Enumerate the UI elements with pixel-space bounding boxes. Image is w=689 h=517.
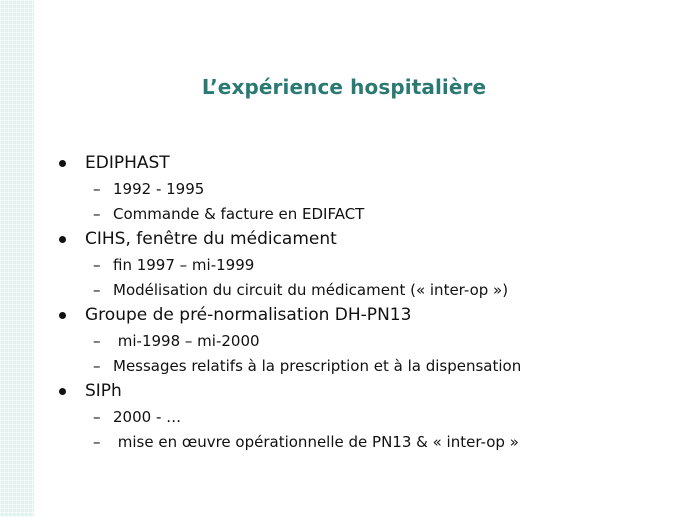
sub-item bbox=[54, 252, 674, 277]
sub-item-label: Commande & facture en EDIFACT bbox=[113, 204, 365, 223]
slide-title: L’expérience hospitalière bbox=[201, 75, 487, 99]
dash-icon: – bbox=[93, 179, 101, 198]
sub-item-label: mi-1998 – mi-2000 bbox=[113, 331, 260, 350]
bullet-label: EDIPHAST bbox=[85, 153, 170, 173]
sub-item-label: Messages relatifs à la prescription et à la dispensation bbox=[113, 356, 522, 375]
decorative-side-stripe bbox=[0, 0, 34, 517]
sub-item-label: fin 1997 – mi-1999 bbox=[113, 255, 255, 274]
sub-item bbox=[54, 404, 674, 429]
bullet-icon bbox=[59, 312, 66, 319]
sub-item bbox=[54, 277, 674, 302]
bullet-item-cihs bbox=[54, 226, 674, 302]
bullet-label: SIPh bbox=[85, 381, 122, 401]
sub-item bbox=[54, 353, 674, 378]
sub-item bbox=[54, 201, 674, 226]
sub-item-label: mise en œuvre opérationnelle de PN13 & « inter-op » bbox=[113, 432, 519, 451]
dash-icon: – bbox=[93, 280, 101, 299]
bullet-item-siph bbox=[54, 378, 674, 454]
bullet-item-ediphast bbox=[54, 150, 674, 226]
sub-item-label: 1992 - 1995 bbox=[113, 179, 205, 198]
dash-icon: – bbox=[93, 356, 101, 375]
sub-item bbox=[54, 429, 674, 454]
bullet-label: CIHS, fenêtre du médicament bbox=[85, 229, 337, 249]
sub-item-label: Modélisation du circuit du médicament (« inter-op ») bbox=[113, 280, 509, 299]
sub-item-label: 2000 - … bbox=[113, 407, 182, 426]
dash-icon: – bbox=[93, 331, 101, 350]
sub-item bbox=[54, 176, 674, 201]
bullet-list bbox=[54, 150, 674, 454]
bullet-icon bbox=[59, 388, 66, 395]
bullet-icon bbox=[59, 160, 66, 167]
bullet-icon bbox=[59, 236, 66, 243]
dash-icon: – bbox=[93, 204, 101, 223]
bullet-label: Groupe de pré-normalisation DH-PN13 bbox=[85, 305, 412, 325]
dash-icon: – bbox=[93, 432, 101, 451]
dash-icon: – bbox=[93, 255, 101, 274]
bullet-item-dh-pn13 bbox=[54, 302, 674, 378]
sub-item bbox=[54, 328, 674, 353]
slide bbox=[34, 0, 689, 517]
dash-icon: – bbox=[93, 407, 101, 426]
